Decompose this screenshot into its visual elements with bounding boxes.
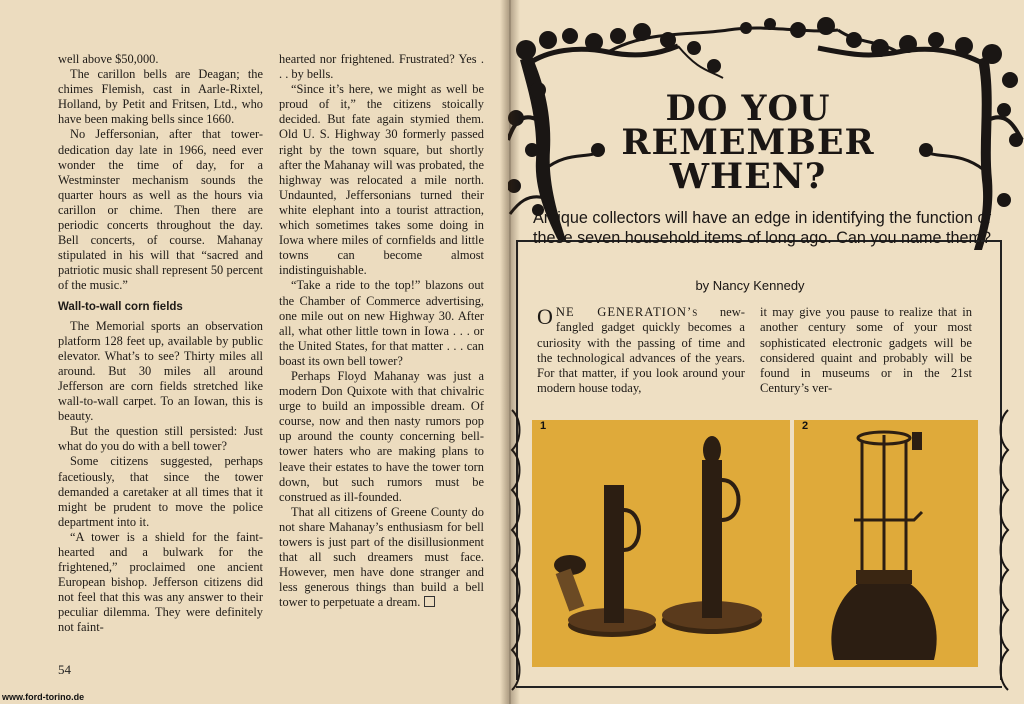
intro-column-2: it may give you pause to realize that in another century some of your most sophisticated electronic gadgets will be considered quaint and probably will be found in museums or in the 21st Century’s ver- bbox=[760, 305, 972, 396]
watermark-url: www.ford-torino.de bbox=[2, 692, 85, 702]
panel-divider bbox=[790, 420, 794, 667]
intro-column-1 bbox=[537, 305, 745, 397]
paragraph: The Memorial sports an observation platform 128 feet up, available by public elevator. What’s to see? Thirty miles all around. But 30 miles all around Jefferson are corn fields stretched like wall-to-wall carpet. To an Iowan, this is beauty. bbox=[58, 318, 263, 424]
end-mark-icon bbox=[424, 596, 435, 607]
page-gutter bbox=[500, 0, 520, 704]
subhead: Wall-to-wall corn fields bbox=[58, 300, 183, 313]
left-column-2 bbox=[279, 52, 484, 610]
intro-text: new-fangled gadget quickly becomes a curiosity with the passing of time and the technological advances of the years. For that matter, if you look around your modern house today, bbox=[537, 305, 746, 396]
paragraph: Some citizens suggested, perhaps facetiously, that since the tower demanded a caretaker at all times that it might be prudent to move the police department into it. bbox=[58, 454, 263, 529]
paragraph: “Since it’s here, we might as well be proud of it,” the citizens stoically decided. But fate again stymied them. Old U. S. Highway 30 formerly passed right by the town square, but shortly after the Mahanay will was probated, the highway was relocated a mile north. Undaunted, Jeffersonians turned their white elephant into a tourist attraction, which sometimes takes some doing in Iowa where miles of cornfields and little towns can become almost indistinguishable. bbox=[279, 82, 484, 278]
intro-smallcaps: NE GENERATION’s bbox=[555, 305, 699, 319]
photo-number: 1 bbox=[540, 420, 547, 432]
paragraph: Perhaps Floyd Mahanay was just a modern Don Quixote with that chivalric urge to build an impossible dream. Of course, now and then nasty rumors pop up around the county concerning bell-tower haters who are making plans to leave their estates to have the tower torn down, but such rumors must be construed as ill-founded. bbox=[279, 368, 484, 504]
paragraph: But the question still persisted: Just what do you do with a bell tower? bbox=[58, 424, 263, 454]
candle-holders-photo bbox=[532, 420, 790, 667]
left-page bbox=[0, 0, 508, 704]
photo-panel-2 bbox=[794, 420, 978, 667]
photo-panel-1 bbox=[532, 420, 790, 667]
byline: by Nancy Kennedy bbox=[695, 278, 805, 293]
paragraph-text: That all citizens of Greene County do not share Mahanay’s enthusiasm for bell towers is just part of the disillusionment that all such dreamers must face. However, men have done stranger and less generous things than build a bell tower to perpetuate a dream. bbox=[279, 504, 484, 610]
right-page bbox=[508, 0, 1024, 704]
photo-number: 2 bbox=[802, 420, 809, 432]
paragraph: No Jeffersonian, after that tower-dedication day late in 1966, need ever wonder the time of day, for a Westminster mechanism sounds the quarter hours as well as the hours via carillon or chime. Then there are periodic concerts throughout the day. Bell concerts, of course. Mahanay stipulated in his will that “sacred and patriotic music shall represent 50 percent of the music.” bbox=[58, 127, 263, 293]
paragraph bbox=[279, 505, 484, 611]
page-number: 54 bbox=[58, 662, 71, 677]
paragraph: “Take a ride to the top!” blazons out the Chamber of Commerce advertising, one mile out on new Highway 30. After all, what other little town in Iowa . . . or the United States, for that matter . . . can boast its own bell tower? bbox=[279, 278, 484, 368]
left-column-1 bbox=[58, 52, 263, 636]
headline bbox=[608, 88, 888, 197]
drop-cap: O bbox=[537, 304, 553, 329]
paragraph: “A tower is a shield for the faint-hearted and a bulwark for the frightened,” proclaimed one ancient European bishop. Jefferson citizens did not feel that this was any answer to their peculiar dilemma. They were definitely not faint- bbox=[58, 529, 263, 635]
headline-line: REMEMBER bbox=[621, 122, 875, 163]
paragraph: The carillon bells are Deagan; the chimes Flemish, cast in Aarle-Rixtel, Holland, by Petit and Fritsen, Ltd., who have been making bells since 1660. bbox=[58, 67, 263, 127]
headline-line: DO YOU bbox=[665, 88, 831, 129]
paragraph: hearted nor frightened. Frustrated? Yes . . . by bells. bbox=[279, 52, 484, 82]
deck: Antique collectors will have an edge in identifying the function of these seven household items of long ago. Can you name them? bbox=[532, 209, 992, 247]
lamp-stand-photo bbox=[794, 420, 978, 667]
headline-line: WHEN? bbox=[669, 156, 827, 197]
paragraph: well above $50,000. bbox=[58, 52, 159, 66]
